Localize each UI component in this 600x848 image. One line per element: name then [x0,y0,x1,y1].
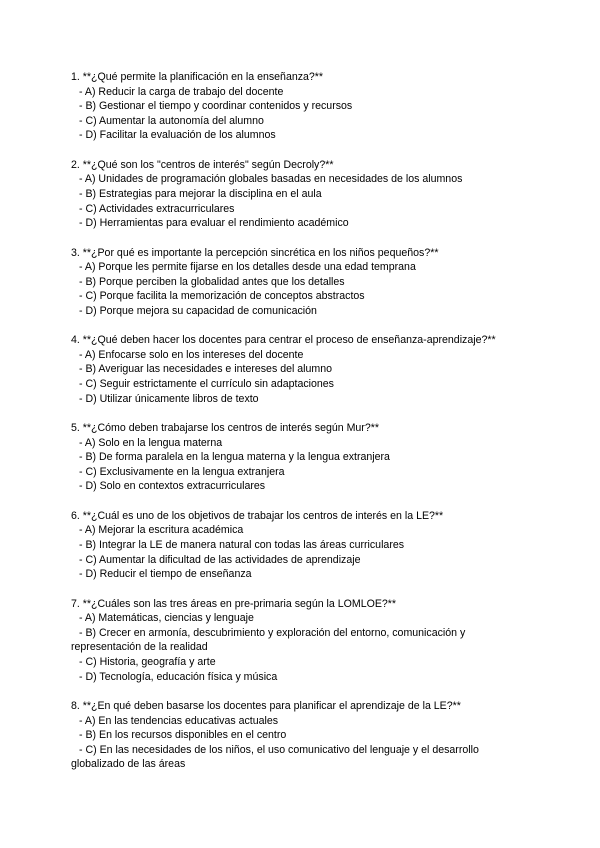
option-list [71,85,541,143]
option-c: - C) Actividades extracurriculares [79,202,235,215]
option-d: - D) Tecnología, educación física y música [79,670,278,683]
option-b: - B) Integrar la LE de manera natural con todas las áreas curriculares [79,539,405,552]
option-d: - D) Porque mejora su capacidad de comunicación [79,304,317,317]
question-text: 7. **¿Cuáles son las tres áreas en pre-primaria según la LOMLOE?** [71,597,397,610]
question-4 [71,333,541,406]
question-8 [71,699,541,772]
question-text: 3. **¿Por qué es importante la percepción sincrética en los niños pequeños?** [71,246,439,259]
question-text: 4. **¿Qué deben hacer los docentes para centrar el proceso de enseñanza-aprendizaje?** [71,334,496,347]
option-c: - C) En las necesidades de los niños, el uso comunicativo del lenguaje y el desarrollo [79,743,479,756]
option-b: - B) Estrategias para mejorar la disciplina en el aula [79,187,322,200]
option-a: - A) Solo en la lengua materna [79,436,223,449]
option-list [71,714,541,772]
option-a: - A) En las tendencias educativas actuales [79,714,279,727]
option-list [71,611,541,684]
option-b: - B) Crecer en armonía, descubrimiento y exploración del entorno, comunicación y [79,626,466,639]
option-d: - D) Herramientas para evaluar el rendimiento académico [79,217,349,230]
option-c: - C) Exclusivamente en la lengua extranjera [79,465,285,478]
question-5 [71,421,541,494]
option-c: - C) Aumentar la dificultad de las actividades de aprendizaje [79,553,361,566]
option-b: - B) Porque perciben la globalidad antes que los detalles [79,275,345,288]
option-list [71,436,541,494]
question-text: 5. **¿Cómo deben trabajarse los centros de interés según Mur?** [71,422,379,435]
option-list [71,172,541,230]
option-b: - B) Gestionar el tiempo y coordinar contenidos y recursos [79,100,353,113]
question-3 [71,246,541,319]
option-c: - C) Seguir estrictamente el currículo sin adaptaciones [79,378,334,391]
option-c: - C) Porque facilita la memorización de conceptos abstractos [79,290,365,303]
option-a: - A) Reducir la carga de trabajo del docente [79,85,284,98]
option-b-continuation: representación de la realidad [71,641,208,654]
option-c: - C) Aumentar la autonomía del alumno [79,114,264,127]
question-text: 2. **¿Qué son los "centros de interés" según Decroly?** [71,158,334,171]
option-b: - B) En los recursos disponibles en el centro [79,729,287,742]
question-7 [71,597,541,685]
option-list [71,348,541,406]
question-text: 1. **¿Qué permite la planificación en la enseñanza?** [71,71,324,83]
option-c-continuation: globalizado de las áreas [71,758,186,771]
question-list [71,70,541,787]
option-d: - D) Reducir el tiempo de enseñanza [79,568,252,581]
question-6 [71,509,541,582]
option-list [71,260,541,318]
option-list [71,523,541,581]
option-b: - B) De forma paralela en la lengua materna y la lengua extranjera [79,451,390,464]
question-text: 6. **¿Cuál es uno de los objetivos de trabajar los centros de interés en la LE?** [71,509,444,522]
option-d: - D) Solo en contextos extracurriculares [79,480,266,493]
option-c: - C) Historia, geografía y arte [79,655,216,668]
option-d: - D) Utilizar únicamente libros de texto [79,392,259,405]
option-a: - A) Matemáticas, ciencias y lenguaje [79,612,254,625]
question-2 [71,158,541,231]
option-a: - A) Mejorar la escritura académica [79,524,244,537]
question-text: 8. **¿En qué deben basarse los docentes para planificar el aprendizaje de la LE?** [71,699,461,712]
option-b: - B) Averiguar las necesidades e intereses del alumno [79,363,333,376]
option-a: - A) Enfocarse solo en los intereses del docente [79,348,304,361]
option-d: - D) Facilitar la evaluación de los alumnos [79,129,276,142]
question-1 [71,70,541,143]
option-a: - A) Unidades de programación globales basadas en necesidades de los alumnos [79,173,463,186]
option-a: - A) Porque les permite fijarse en los detalles desde una edad temprana [79,261,416,274]
